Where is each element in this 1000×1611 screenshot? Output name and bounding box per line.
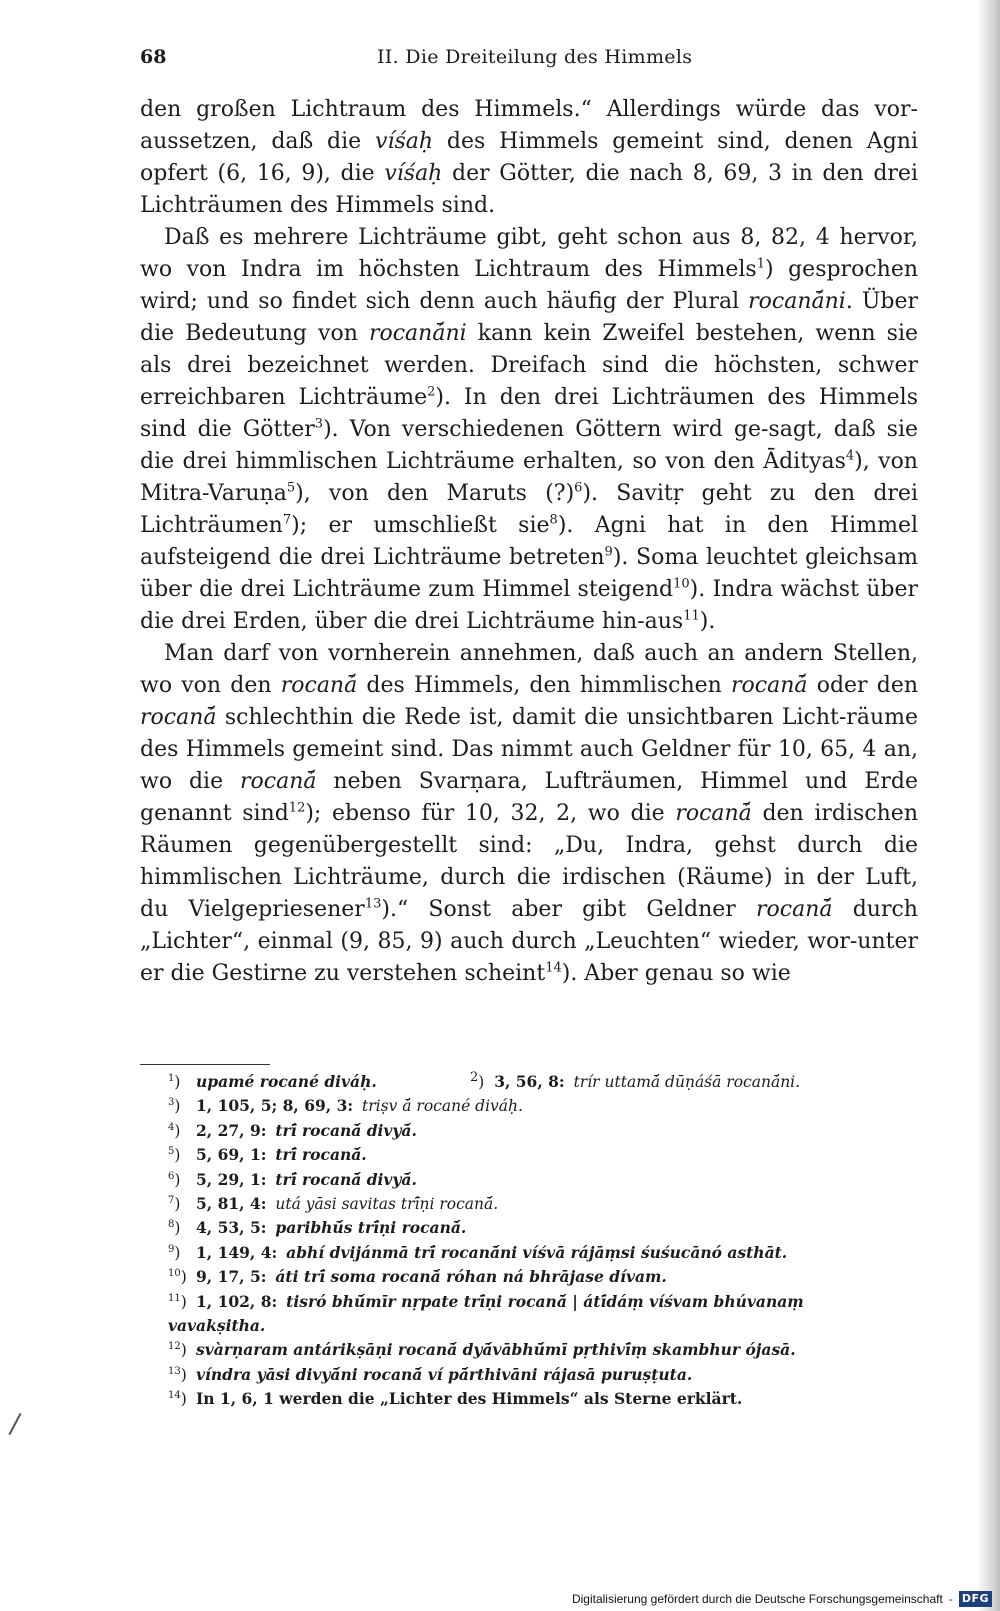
paragraph-3: Man darf von vornherein annehmen, daß auch an andern Stellen, wo von den rocanā́ des Himmels, den himmlischen rocanā́ oder den rocanā́ schlechthin die Rede ist, damit die unsichtbaren Licht-räume des Himmels gemeint sind. Das nimmt auch Geldner für 10, 65, 4 an, wo die rocanā́ neben Svarṇara, Lufträumen, Himmel und Erde genannt sind$^{12}$); ebenso für 10, 32, 2, wo die rocanā́ den irdischen Räumen gegenübergestellt sind: „Du, Indra, gehst durch die himmlischen Lichträume, durch die irdischen (Räume) in der Luft, du Vielgepriesener$^{13}$).“ Sonst aber gibt Geldner rocanā́ durch „Lichter“, einmal (9, 85, 9) auch durch „Leuchten“ wieder, wor-unter er die Gestirne zu verstehen scheint$^{14}$). Aber genau so wie (140, 641, 919, 986)
footnote-ref[interactable]: 11 (683, 608, 700, 624)
digitization-credit: Digitalisierung gefördert durch die Deutsche Forschungsgemeinschaft - DFG (572, 1589, 992, 1609)
footnote-ref[interactable]: 2 (427, 384, 436, 400)
body-text (140, 94, 918, 990)
footnote-ref[interactable]: 6 (574, 480, 583, 496)
footnotes (168, 1070, 928, 1412)
footnote-ref[interactable]: 13 (364, 896, 382, 912)
footnote-item: $^7$) 5, 81, 4: utá yāsi savitas trī́ṇi rocanā́. (168, 1194, 499, 1214)
dfg-logo-icon[interactable]: DFG (959, 1591, 992, 1607)
page-edge-shadow (976, 0, 1000, 1611)
footnote-divider (140, 1064, 270, 1065)
paragraph-2: Daß es mehrere Lichträume gibt, geht schon aus 8, 82, 4 hervor, wo von Indra im höchsten Lichtraum des Himmels$^1$) gesprochen wird; und so findet sich denn auch häufig der Plural rocanā́ni. Über die Bedeutung von rocanā́ni kann kein Zweifel bestehen, wenn sie als drei bezeichnet werden. Dreifach sind die höchsten, schwer erreichbaren Lichträume$^2$). In den drei Lichträumen des Himmels sind die Götter$^3$). Von verschiedenen Göttern wird ge-sagt, daß sie die drei himmlischen Lichträume erhalten, so von den Ādityas$^4$), von Mitra-Varuṇa$^5$), von den Maruts (?)$^6$). Savitṛ geht zu den drei Lichträumen$^7$); er umschließt sie$^8$). Agni hat in den Himmel aufsteigend die drei Lichträume betreten$^9$). Soma leuchtet gleichsam über die drei Lichträume zum Himmel steigend$^{10}$). Indra wächst über die drei Erden, über die drei Lichträume hin-aus$^{11}$). (140, 225, 919, 634)
footnote-ref[interactable]: 7 (282, 512, 292, 528)
footnote-ref[interactable]: 4 (845, 448, 855, 464)
footnote-item: $^1$) upamé rocané diváḥ. $^2$) 3, 56, 8: trír uttamā́ dūṇáśā rocanā́ni. (168, 1070, 928, 1094)
pencil-mark (8, 1413, 21, 1435)
footnote-item: $^{13}$) víndra yāsi divyā́ni rocanā́ ví pā́rthivāni rájasā puruṣṭuta. (168, 1364, 693, 1384)
paragraph-1: den großen Lichtraum des Himmels.“ Allerdings würde das vor-aussetzen, daß die víśaḥ des Himmels gemeint sind, denen Agni opfert (6, 16, 9), die víśaḥ der Götter, die nach 8, 69, 3 in den drei Lichträumen des Himmels sind. (140, 97, 918, 218)
running-head (140, 46, 920, 76)
footnote-ref[interactable]: 3 (314, 416, 324, 432)
footnote-ref[interactable]: 8 (549, 512, 558, 528)
footnote-item: $^3$) 1, 105, 5; 8, 69, 3: triṣv ā́ rocané diváḥ. (168, 1096, 523, 1116)
footnote-ref[interactable]: 1 (756, 256, 765, 272)
credit-text: Digitalisierung gefördert durch die Deutsche Forschungsgemeinschaft (571, 1592, 943, 1606)
footnote-item: $^{10}$) 9, 17, 5: áti trī́ soma rocanā́ róhan ná bhrājase dívam. (168, 1267, 667, 1287)
footnote-item: $^{12}$) svàrṇaram antárikṣāṇi rocanā́ dyā́vābhū́mī pṛthivī́ṃ skambhur ójasā. (168, 1340, 796, 1360)
footnote-item: $^2$) 3, 56, 8: trír uttamā́ dūṇáśā rocanā́ni. (470, 1069, 801, 1091)
footnote-item: $^4$) 2, 27, 9: trī́ rocanā́ divyā́. (168, 1120, 417, 1140)
footnote-item: $^5$) 5, 69, 1: trī́ rocanā́. (168, 1145, 367, 1165)
footnote-item: $^6$) 5, 29, 1: trī́ rocanā́ divyā́. (168, 1169, 417, 1189)
chapter-title: II. Die Dreiteilung des Himmels (377, 46, 693, 68)
footnote-ref[interactable]: 9 (604, 544, 613, 560)
footnote-item: $^{11}$) 1, 102, 8: tisró bhū́mīr nṛpate trī́ṇi rocanā́ | átī́dáṃ víśvam bhúvanaṃ vavakṣitha. (168, 1291, 804, 1336)
footnote-item: $^8$) 4, 53, 5: paribhū́s trī́ṇi rocanā́. (168, 1218, 467, 1238)
footnote-ref[interactable]: 12 (288, 800, 306, 816)
footnote-item: $^{14}$) In 1, 6, 1 werden die „Lichter des Himmels“ als Sterne erklärt. (168, 1389, 743, 1409)
footnote-item: $^9$) 1, 149, 4: abhí dvijánmā trī́ rocanā́ni víśvā rájāṃsi śuśucānó asthāt. (168, 1242, 788, 1262)
footnote-ref[interactable]: 5 (286, 480, 296, 496)
page-number: 68 (140, 46, 167, 68)
footnote-ref[interactable]: 14 (545, 960, 562, 976)
footnote-ref[interactable]: 10 (673, 576, 690, 592)
